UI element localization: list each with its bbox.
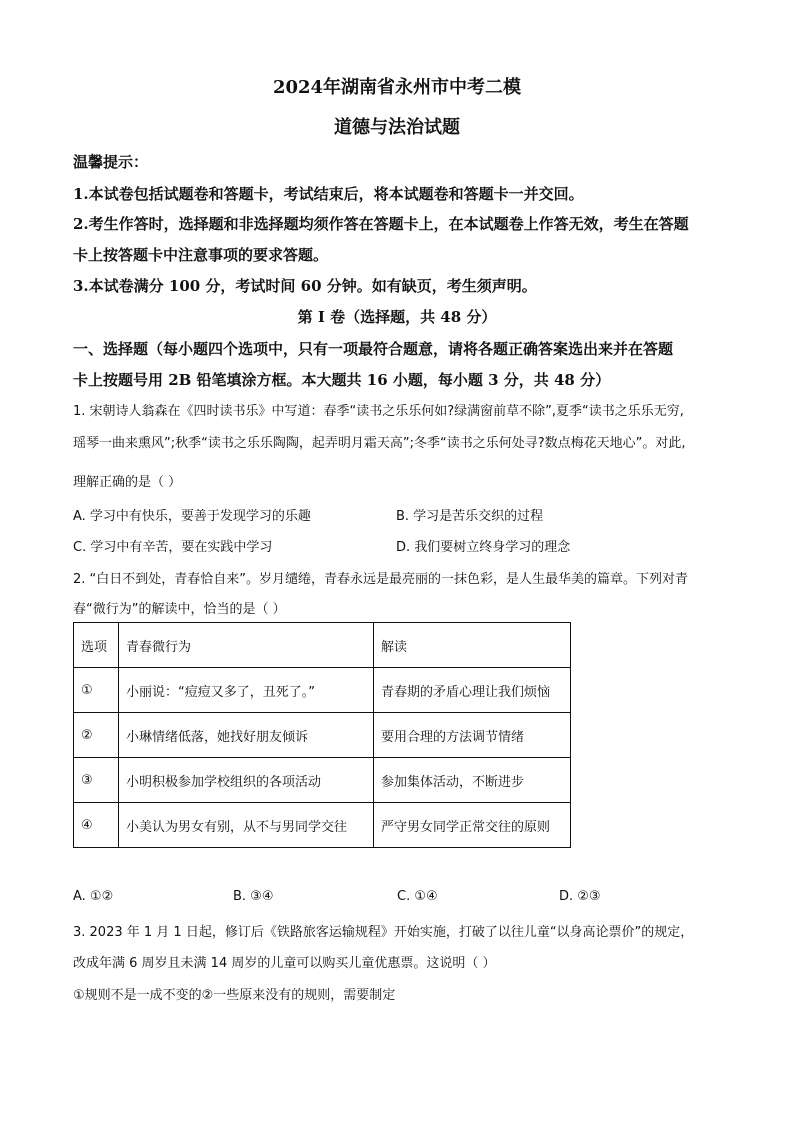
table-cell: ②	[74, 713, 119, 758]
q2-option-d: D. ②③	[559, 889, 601, 904]
table-cell: 小琳情绪低落，她找好朋友倾诉	[119, 713, 374, 758]
exam-subtitle: 道德与法治试题	[334, 117, 460, 138]
exam-title: 2024年湖南省永州市中考二模	[272, 77, 522, 98]
table-header-cell: 青春微行为	[119, 623, 374, 668]
table-row	[74, 668, 571, 713]
q1-stem-line-3: 理解正确的是（ ）	[73, 475, 182, 490]
table-cell: 参加集体活动，不断进步	[374, 758, 571, 803]
table-cell: ④	[74, 803, 119, 848]
table-header-cell: 选项	[74, 623, 119, 668]
section-title: 第 I 卷（选择题，共 48 分）	[297, 308, 497, 326]
q1-stem-line-2: 瑶琴一曲来熏风”;秋季“读书之乐乐陶陶，起弄明月霜天高”;冬季“读书之乐何处寻?数点梅花天地心”。对此,	[73, 436, 686, 451]
table-cell: 严守男女同学正常交往的原则	[374, 803, 571, 848]
q3-stem-line-3: ①规则不是一成不变的②一些原来没有的规则，需要制定	[73, 988, 396, 1003]
table-row	[74, 713, 571, 758]
section-instruction-line-2: 卡上按题号用 2B 铅笔填涂方框。本大题共 16 小题，每小题 3 分，共 48 分）	[73, 371, 611, 389]
notice-item-2-line-2: 卡上按答题卡中注意事项的要求答题。	[73, 246, 329, 264]
q2-stem-line-1: 2. “白日不到处，青春恰自来”。岁月缱绻，青春永远是最亮丽的一抹色彩，是人生最华美的篇章。下列对青	[73, 572, 689, 587]
q1-stem-line-1: 1. 宋朝诗人翁森在《四时读书乐》中写道：春季“读书之乐乐何如?绿满窗前草不除”,夏季“读书之乐乐无穷,	[73, 404, 684, 419]
table-cell: 青春期的矛盾心理让我们烦恼	[374, 668, 571, 713]
q2-option-c: C. ①④	[397, 889, 438, 904]
q1-option-c: C. 学习中有辛苦，要在实践中学习	[73, 540, 273, 555]
q3-stem-line-2: 改成年满 6 周岁且未满 14 周岁的儿童可以购买儿童优惠票。这说明（ ）	[73, 956, 496, 971]
q1-option-b: B. 学习是苦乐交织的过程	[396, 509, 544, 524]
notice-item-2-line-1: 2.考生作答时，选择题和非选择题均须作答在答题卡上，在本试题卷上作答无效，考生在答题	[73, 215, 689, 233]
q2-option-b: B. ③④	[233, 889, 274, 904]
table-cell: 要用合理的方法调节情绪	[374, 713, 571, 758]
notice-item-1: 1.本试卷包括试题卷和答题卡，考试结束后，将本试题卷和答题卡一并交回。	[73, 185, 584, 203]
q1-option-a: A. 学习中有快乐，要善于发现学习的乐趣	[73, 509, 311, 524]
notice-item-3: 3.本试卷满分 100 分，考试时间 60 分钟。如有缺页，考生须声明。	[73, 277, 537, 295]
table-cell: 小丽说：“痘痘又多了，丑死了。”	[119, 668, 374, 713]
q2-option-a: A. ①②	[73, 889, 114, 904]
table-row	[74, 758, 571, 803]
section-instruction-line-1: 一、选择题（每小题四个选项中，只有一项最符合题意，请将各题正确答案选出来并在答题	[73, 340, 674, 358]
table-header-row	[74, 623, 571, 668]
q1-option-d: D. 我们要树立终身学习的理念	[396, 540, 571, 555]
notice-heading: 温馨提示：	[73, 153, 149, 171]
q2-stem-line-2: 春“微行为”的解读中，恰当的是（ ）	[73, 602, 286, 617]
table-header-cell: 解读	[374, 623, 571, 668]
table-cell: ①	[74, 668, 119, 713]
table-cell: 小明积极参加学校组织的各项活动	[119, 758, 374, 803]
table-cell: ③	[74, 758, 119, 803]
table-cell: 小美认为男女有别，从不与男同学交往	[119, 803, 374, 848]
table-row	[74, 803, 571, 848]
q3-stem-line-1: 3. 2023 年 1 月 1 日起，修订后《铁路旅客运输规程》开始实施，打破了以往儿童“以身高论票价”的规定，	[73, 925, 694, 940]
q2-table	[73, 622, 571, 848]
